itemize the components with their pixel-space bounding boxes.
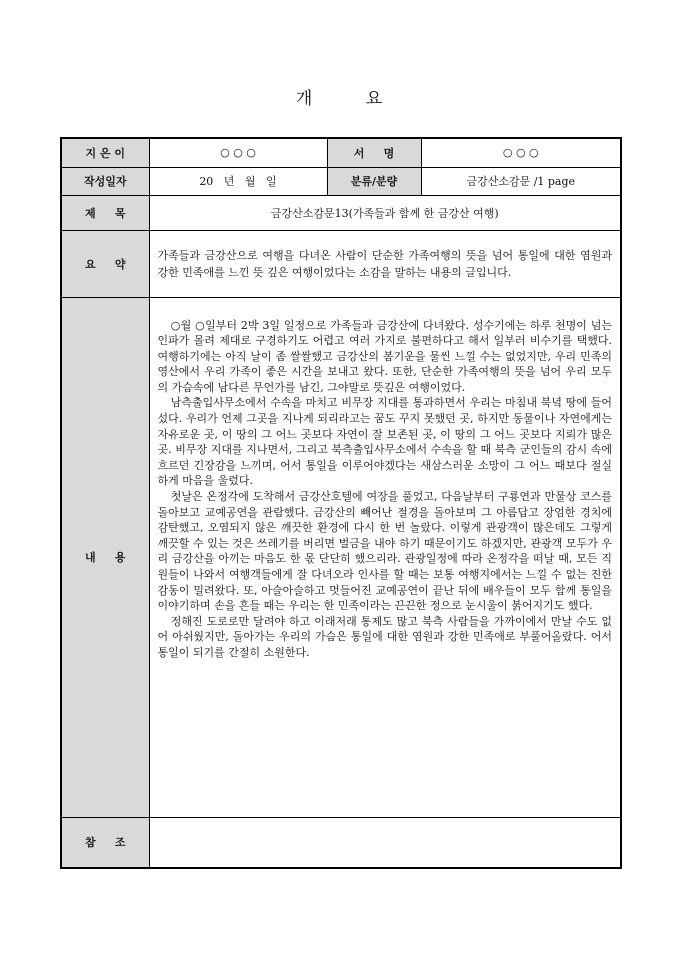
category-label: 분류/분량 bbox=[327, 167, 421, 195]
content-paragraph-1: ○월 ○일부터 2박 3일 일정으로 가족들과 금강산에 다녀왔다. 성수기에는 하루 천명이 넘는 인파가 몰려 제대로 구경하기도 어렵고 여러 가지로 불편하다고 해서 일부러 비수기를 택했다. 여행하기에는 아직 날이 좀 쌀쌀했고 금강산의 봄기운을 물씬 느낄 수는 없었지만, 우리 민족의 영산에서 우리 가족이 좋은 시간을 보내고 왔다. 또한, 단순한 가족여행의 뜻을 넘어 우리 모두의 가슴속에 남다른 무언가를 남긴, 그야말로 뜻깊은 여행이었다. bbox=[157, 318, 612, 394]
subject-label: 제 목 bbox=[61, 195, 149, 230]
content-paragraph-3: 첫날은 온정각에 도착해서 금강산호텔에 여장을 풀었고, 다음날부터 구룡연과 만물상 코스를 돌아보고 교예공연을 관람했다. 금강산의 빼어난 절경을 돌아보며 그 아름답고 장엄한 경치에 감탄했고, 오염되지 않은 깨끗한 환경에 다시 한 번 놀랐다. 이렇게 관광객이 많은데도 그렇게 깨끗할 수 있는 것은 쓰레기를 버리면 벌금을 내야 하기 때문이기도 하겠지만, 관광객 모두가 우리 금강산을 아끼는 마음도 한 몫 단단히 했으리라. 관광일정에 따라 온정각을 떠날 때, 모든 직원들이 나와서 여행객들에게 잘 다녀오라 인사를 할 때는 보통 여행지에서는 느낄 수 없는 진한 감동이 밀려왔다. 또, 아슬아슬하고 멋들어진 교예공연이 끝난 뒤에 배우들이 모두 함께 통일을 이야기하며 손을 흔들 때는 우리는 한 민족이라는 끈끈한 정으로 눈시울이 붉어지기도 했다. bbox=[157, 490, 612, 613]
signature-label: 서 명 bbox=[327, 138, 421, 167]
title-char-2: 요 bbox=[365, 89, 385, 109]
row-author bbox=[61, 138, 621, 167]
author-value: ○ ○ ○ bbox=[149, 138, 327, 167]
subject-value: 금강산소감문13(가족들과 함께 한 금강산 여행) bbox=[149, 195, 621, 230]
category-value: 금강산소감문 /1 page bbox=[421, 167, 621, 195]
content-body bbox=[149, 297, 621, 817]
row-summary bbox=[61, 230, 621, 297]
overview-form bbox=[60, 137, 622, 869]
row-date bbox=[61, 167, 621, 195]
summary-value bbox=[149, 230, 621, 297]
summary-text: 가족들과 금강산으로 여행을 다녀온 사람이 단순한 가족여행의 뜻을 넘어 통일에 대한 염원과 강한 민족애를 느낀 뜻 깊은 여행이었다는 소감을 말하는 내용의 글입니다. bbox=[157, 248, 612, 279]
row-content bbox=[61, 297, 621, 817]
reference-value[interactable] bbox=[149, 817, 621, 868]
row-reference bbox=[61, 817, 621, 868]
content-paragraph-4: 정해진 도로로만 달려야 하고 이래저래 통제도 많고 북측 사람들을 가까이에서 만날 수도 없어 아쉬웠지만, 돌아가는 우리의 가슴은 통일에 대한 염원과 강한 민족애로 부풀어올랐다. 어서 통일이 되기를 간절히 소원한다. bbox=[157, 614, 612, 659]
date-value: 20 년 월 일 bbox=[149, 167, 327, 195]
document-title bbox=[0, 84, 680, 109]
content-paragraph-2: 남측출입사무소에서 수속을 마치고 비무장 지대를 통과하면서 우리는 마침내 북녘 땅에 들어섰다. 우리가 언제 그곳을 지나게 되리라고는 꿈도 꾸지 못했던 곳, 하지만 동물이나 자연에게는 자유로운 곳, 이 땅의 그 어느 곳보다 자연이 잘 보존된 곳, 이 땅의 그 어느 곳보다 지뢰가 많은 곳. 비무장 지대를 지나면서, 그리고 북측출입사무소에서 수속을 할 때 북측 군인들의 감시 속에 흐르던 긴장감을 느끼며, 어서 통일을 이루어야겠다는 새삼스러운 소망이 그 어느 때보다 절실하게 마음을 울렸다. bbox=[157, 396, 612, 488]
reference-label: 참 조 bbox=[61, 817, 149, 868]
content-label: 내 용 bbox=[61, 297, 149, 817]
summary-label: 요 약 bbox=[61, 230, 149, 297]
row-subject bbox=[61, 195, 621, 230]
author-label: 지 은 이 bbox=[61, 138, 149, 167]
title-char-1: 개 bbox=[295, 89, 315, 109]
signature-value: ○ ○ ○ bbox=[421, 138, 621, 167]
date-label: 작성일자 bbox=[61, 167, 149, 195]
